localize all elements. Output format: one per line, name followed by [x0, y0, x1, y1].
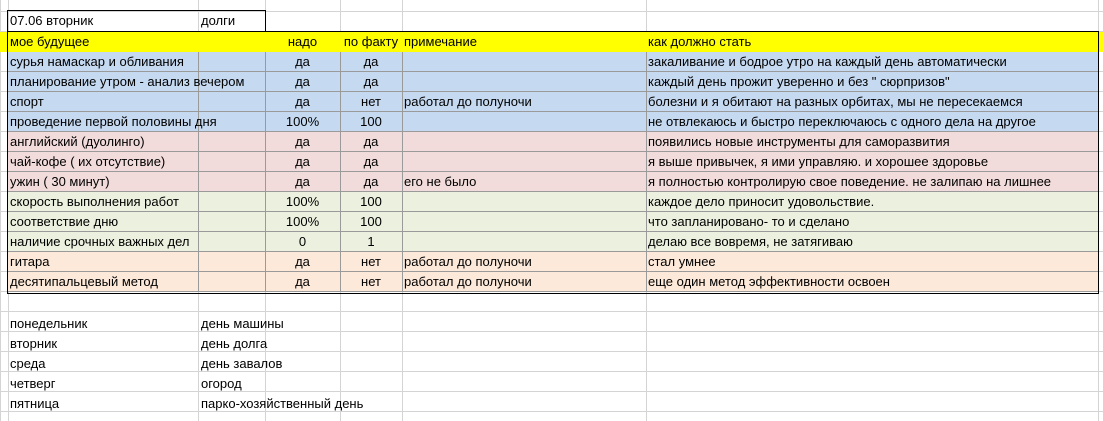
header-future[interactable]: мое будущее: [10, 34, 90, 49]
table-row: [8, 132, 1098, 152]
table-row: [8, 272, 1098, 292]
habit-name-cell[interactable]: сурья намаскар и обливания: [10, 54, 184, 69]
table-row: [8, 92, 1098, 112]
note-cell[interactable]: работал до полуночи: [404, 254, 532, 269]
habit-name-cell[interactable]: гитара: [10, 254, 50, 269]
goal-cell[interactable]: еще один метод эффективности освоен: [648, 274, 890, 289]
need-cell[interactable]: да: [295, 154, 310, 169]
day-theme-cell[interactable]: день машины: [201, 316, 284, 331]
goal-cell[interactable]: каждое дело приносит удовольствие.: [648, 194, 875, 209]
fact-cell[interactable]: нет: [361, 94, 381, 109]
need-cell[interactable]: да: [295, 174, 310, 189]
table-row: [8, 212, 1098, 232]
weekday-cell[interactable]: среда: [10, 356, 46, 371]
goal-cell[interactable]: я выше привычек, я ими управляю. и хорошее здоровье: [648, 154, 989, 169]
table-row: [8, 52, 1098, 72]
table-row: [8, 192, 1098, 212]
note-cell[interactable]: [402, 112, 646, 132]
grid-row-line: [0, 311, 1104, 312]
goal-cell[interactable]: появились новые инструменты для саморазвития: [648, 134, 950, 149]
day-theme-cell[interactable]: парко-хозяйственный день: [201, 396, 364, 411]
day-theme-cell[interactable]: день завалов: [201, 356, 283, 371]
goal-cell[interactable]: стал умнее: [648, 254, 716, 269]
note-cell[interactable]: [402, 52, 646, 72]
habit-name-cell[interactable]: соответствие дню: [10, 214, 119, 229]
schedule-row: [0, 394, 1104, 414]
note-cell[interactable]: работал до полуночи: [404, 274, 532, 289]
habit-name-cell[interactable]: чай-кофе ( их отсутствие): [10, 154, 166, 169]
header-goal[interactable]: как должно стать: [648, 34, 752, 49]
fact-cell[interactable]: нет: [361, 254, 381, 269]
note-cell[interactable]: работал до полуночи: [404, 94, 532, 109]
fact-cell[interactable]: 100: [360, 214, 382, 229]
fact-cell[interactable]: да: [363, 174, 379, 189]
note-cell[interactable]: [402, 232, 646, 252]
note-cell[interactable]: [402, 72, 646, 92]
note-cell[interactable]: [402, 132, 646, 152]
goal-cell[interactable]: болезни и я обитают на разных орбитах, мы не пересекаемся: [648, 94, 1023, 109]
fact-cell[interactable]: 100: [360, 194, 382, 209]
fact-cell[interactable]: 100: [360, 114, 382, 129]
weekday-cell[interactable]: четверг: [10, 376, 56, 391]
schedule-row: [0, 374, 1104, 394]
goal-cell[interactable]: я полностью контролирую свое поведение. не залипаю на лишнее: [648, 174, 1052, 189]
weekday-cell[interactable]: понедельник: [10, 316, 88, 331]
table-row: [8, 112, 1098, 132]
need-cell[interactable]: да: [295, 274, 310, 289]
schedule-row: [0, 314, 1104, 334]
schedule-row: [0, 334, 1104, 354]
day-theme-cell[interactable]: день долга: [201, 336, 268, 351]
table-row: [8, 152, 1098, 172]
need-cell[interactable]: 100%: [285, 214, 320, 229]
need-cell[interactable]: да: [295, 134, 310, 149]
need-cell[interactable]: да: [295, 74, 310, 89]
habit-name-cell[interactable]: английский (дуолинго): [10, 134, 145, 149]
habit-name-cell[interactable]: ужин ( 30 минут): [10, 174, 110, 189]
header-row: [0, 32, 1104, 52]
need-cell[interactable]: да: [295, 54, 310, 69]
habit-name-cell[interactable]: скорость выполнения работ: [10, 194, 179, 209]
fact-cell[interactable]: да: [363, 134, 379, 149]
note-cell[interactable]: [402, 212, 646, 232]
habit-name-cell[interactable]: планирование утром - анализ вечером: [10, 74, 245, 89]
goal-cell[interactable]: делаю все вовремя, не затягиваю: [648, 234, 853, 249]
schedule-row: [0, 354, 1104, 374]
need-cell[interactable]: 100%: [285, 114, 320, 129]
header-fact[interactable]: по факту: [343, 34, 399, 49]
habit-name-cell[interactable]: спорт: [10, 94, 44, 109]
need-cell[interactable]: 0: [298, 234, 307, 249]
fact-cell[interactable]: да: [363, 54, 379, 69]
date-cell[interactable]: 07.06 вторник: [10, 13, 94, 28]
habit-name-cell[interactable]: проведение первой половины дня: [10, 114, 217, 129]
weekday-cell[interactable]: пятница: [10, 396, 60, 411]
goal-cell[interactable]: закаливание и бодрое утро на каждый день автоматически: [648, 54, 1007, 69]
day-theme-cell[interactable]: огород: [201, 376, 242, 391]
title-row: [0, 11, 1104, 31]
table-row: [8, 252, 1098, 272]
need-cell[interactable]: да: [295, 254, 310, 269]
weekday-cell[interactable]: вторник: [10, 336, 58, 351]
fact-cell[interactable]: 1: [367, 234, 375, 249]
habit-name-cell[interactable]: десятипальцевый метод: [10, 274, 158, 289]
debts-cell[interactable]: долги: [201, 13, 236, 28]
fact-cell[interactable]: нет: [361, 274, 381, 289]
fact-cell[interactable]: да: [363, 74, 379, 89]
table-row: [8, 172, 1098, 192]
goal-cell[interactable]: каждый день прожит уверенно и без " сюрпризов": [648, 74, 950, 89]
fact-cell[interactable]: да: [363, 154, 379, 169]
goal-cell[interactable]: что запланировано- то и сделано: [648, 214, 850, 229]
note-cell[interactable]: [402, 192, 646, 212]
table-row: [8, 72, 1098, 92]
header-need[interactable]: надо: [287, 34, 318, 49]
header-note[interactable]: примечание: [404, 34, 477, 49]
need-cell[interactable]: 100%: [285, 194, 320, 209]
table-row: [8, 232, 1098, 252]
note-cell[interactable]: его не было: [404, 174, 477, 189]
goal-cell[interactable]: не отвлекаюсь и быстро переключаюсь с одного дела на другое: [648, 114, 1036, 129]
need-cell[interactable]: да: [295, 94, 310, 109]
note-cell[interactable]: [402, 152, 646, 172]
habit-name-cell[interactable]: наличие срочных важных дел: [10, 234, 190, 249]
